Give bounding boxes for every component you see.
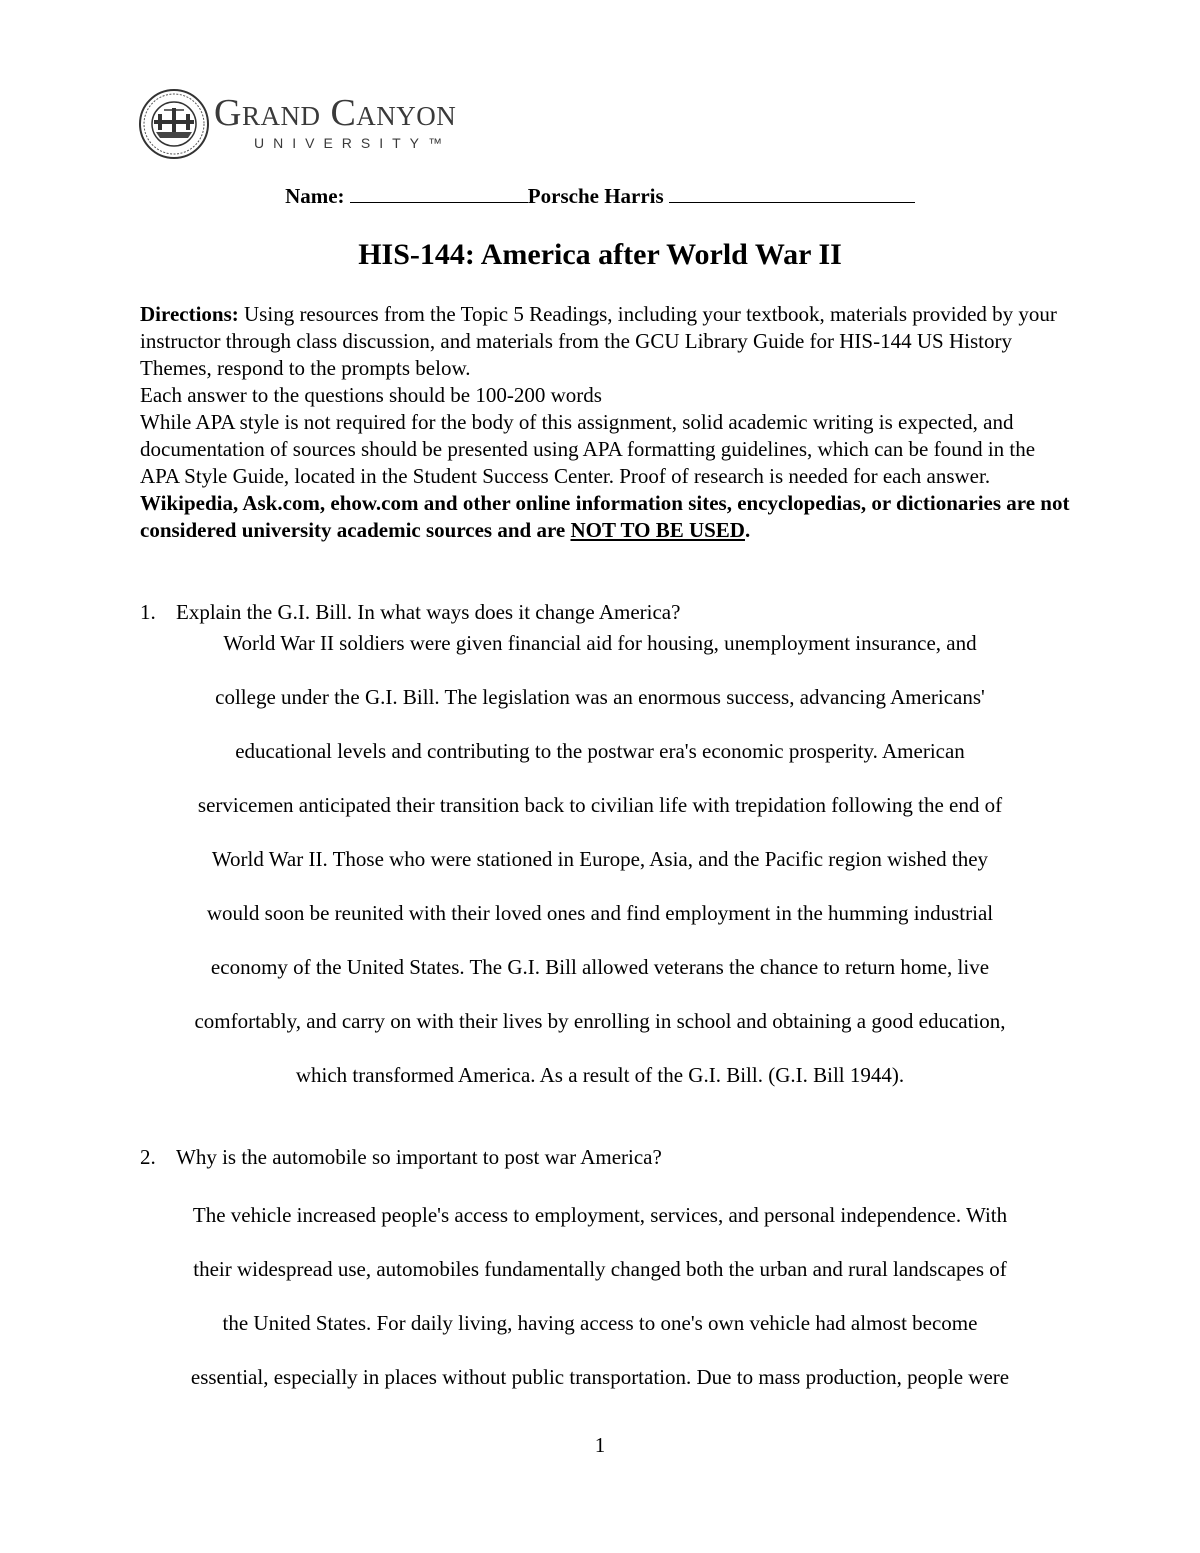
answer-line: economy of the United States. The G.I. Bill allowed veterans the chance to return home, live [210,955,990,979]
student-name: Porsche Harris [527,184,664,208]
directions-paragraph [140,301,1070,382]
answer-line: The vehicle increased people's access to employment, services, and personal independence. With [192,1203,1008,1227]
directions-label: Directions: [140,302,239,326]
university-logo [138,88,458,160]
answer-line: comfortably, and carry on with their lives by enrolling in school and obtaining a good education, [194,1009,1006,1033]
name-label: Name: [285,184,345,208]
logo-name-text: Grand Canyon [214,92,457,134]
answer-line: World War II soldiers were given financial aid for housing, unemployment insurance, and [223,631,977,655]
university-seal-icon [138,88,210,160]
directions-text: Using resources from the Topic 5 Readings, including your textbook, materials provided by your instructor through class discussion, and materials from the GCU Library Guide for HIS-144 US History Themes, respond to the prompts below. [140,302,1057,380]
answer-line: educational levels and contributing to the postwar era's economic prosperity. American [235,739,965,763]
answer-line: their widespread use, automobiles fundamentally changed both the urban and rural landscapes of [193,1257,1007,1281]
answer-2 [130,1202,1070,1418]
answer-line: would soon be reunited with their loved ones and find employment in the humming industrial [206,901,994,925]
apa-note: While APA style is not required for the body of this assignment, solid academic writing is expected, and documentation of sources should be presented using APA formatting guidelines, which can be found in the APA Style Guide, located in the Student Success Center. Proof of research is needed for each answer. [140,410,1036,488]
directions-block [140,301,1070,544]
answer-line: college under the G.I. Bill. The legislation was an enormous success, advancing Americans' [215,685,985,709]
question-number: 1. [140,600,156,624]
sources-warning-end: . [744,518,751,542]
sources-warning-text: Wikipedia, Ask.com, ehow.com and other online information sites, encyclopedias, or dictionaries are not considered university academic sources and are [140,491,1070,542]
question-1 [140,600,680,625]
sources-warning [140,490,1070,544]
question-2 [140,1145,662,1170]
answer-line: the United States. For daily living, having access to one's own vehicle had almost become [222,1311,978,1335]
not-to-be-used: NOT TO BE USED [570,518,745,542]
question-number: 2. [140,1145,156,1169]
answer-line: essential, especially in places without public transportation. Due to mass production, people were [190,1365,1010,1389]
answer-line: which transformed America. As a result of the G.I. Bill. (G.I. Bill 1944). [295,1063,905,1087]
page-title: HIS-144: America after World War II [358,238,842,271]
question-text: Explain the G.I. Bill. In what ways does it change America? [176,600,681,624]
student-name-line [0,184,1200,209]
answer-line: World War II. Those who were stationed in Europe, Asia, and the Pacific region wished they [211,847,989,871]
logo-sub-text: UNIVERSITY™ [254,135,452,151]
answer-1 [130,630,1070,1116]
name-underline-left [350,184,528,203]
word-count-note: Each answer to the questions should be 100-200 words [140,383,602,407]
answer-line: servicemen anticipated their transition back to civilian life with trepidation following the end of [197,793,1003,817]
question-text: Why is the automobile so important to post war America? [176,1145,662,1169]
name-underline-right [669,184,915,203]
page-number: 1 [594,1433,606,1457]
